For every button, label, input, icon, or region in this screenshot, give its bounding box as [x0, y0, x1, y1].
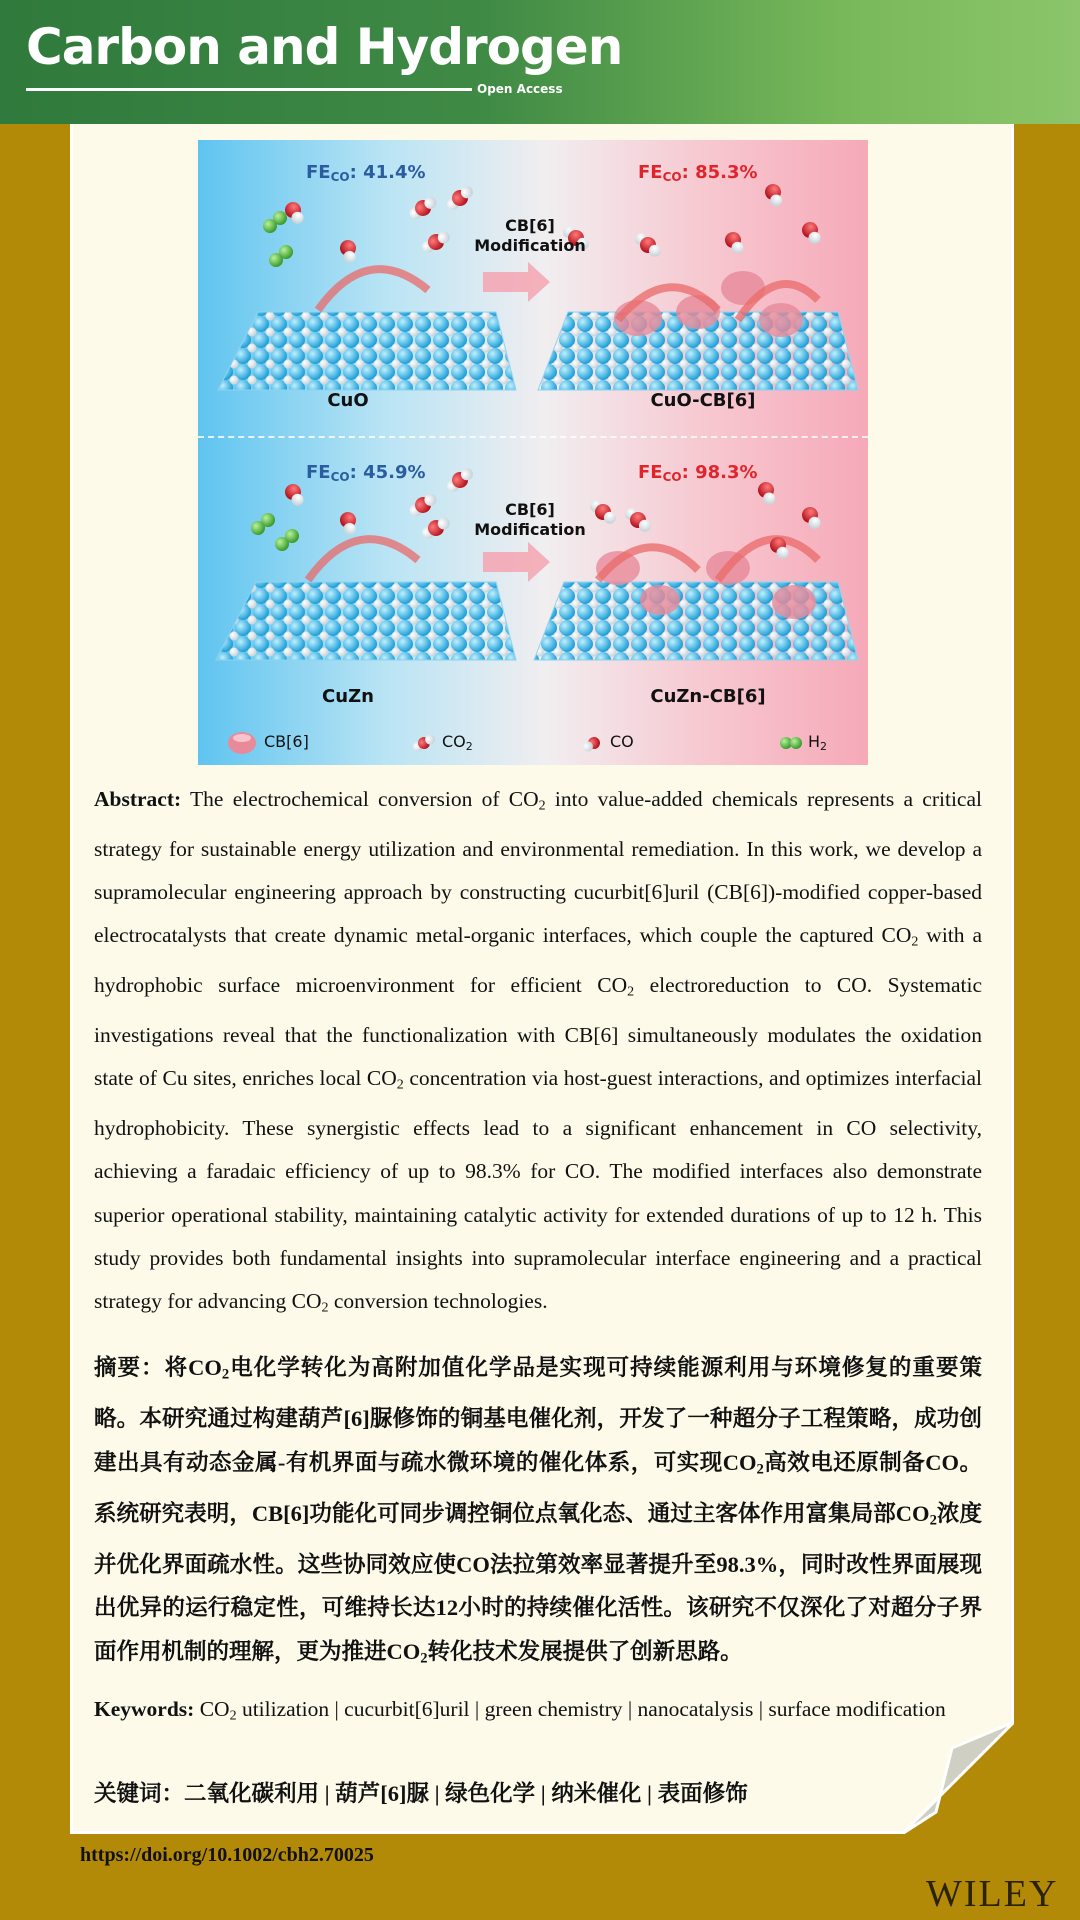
label-cuzn-cb6: CuZn-CB[6] [650, 686, 766, 707]
legend-cb6: CB[6] [264, 732, 309, 751]
fe-cuo-label: $FE_{CO}$: 41.4% [306, 162, 426, 184]
publisher-logo: WILEY [926, 1873, 1059, 1915]
label-cuo: CuO [327, 390, 369, 411]
doi-link[interactable]: https://doi.org/10.1002/cbh2.70025 [80, 1844, 374, 1866]
journal-header [0, 0, 1080, 124]
fe-cuo-cb6-label: $FE_{CO}$: 85.3% [638, 162, 758, 184]
abstract-english: Abstract: The electrochemical conversion of $CO_2$ into value-added chemicals represents a critical strategy for sustainable energy utilization and environmental remediation. In this work, we develop a supramolecular engineering approach by constructing cucurbit[6]uril (CB[6])-modified copper-based electrocatalysts that create dynamic metal-organic interfaces, which couple the captured $CO_2$ with a hydrophobic surface microenvironment for efficient $CO_2$ electroreduction to CO. Systematic investigations reveal that the functionalization with CB[6] simultaneously modulates the oxidation state of Cu sites, enriches local $CO_2$ concentration via host-guest interactions, and optimizes interfacial hydrophobicity. These synergistic effects lead to a significant enhancement in CO selectivity, achieving a faradaic efficiency of up to 98.3% for CO. The modified interfaces also demonstrate superior operational stability, maintaining catalytic activity for extended durations of up to 12 h. This study provides both fundamental insights into supramolecular interface engineering and a practical strategy for advancing $CO_2$ conversion technologies. [94, 787, 982, 1316]
legend-co2: $CO_2$ [442, 732, 473, 753]
journal-title: Carbon and Hydrogen [26, 18, 623, 76]
keywords-chinese: 关键词：二氧化碳利用 | 葫芦[6]脲 | 绿色化学 | 纳米催化 | 表面修饰 [94, 1781, 748, 1806]
keywords-cn-label: 关键词： [94, 1781, 185, 1806]
modification-label-bottom: CB[6] Modification [474, 500, 586, 539]
fe-cuzn-label: $FE_{CO}$: 45.9% [306, 462, 426, 484]
modification-label-top: CB[6] Modification [474, 216, 586, 255]
title-underline [26, 88, 472, 91]
open-access-label: Open Access [477, 82, 563, 96]
label-cuzn: CuZn [322, 686, 374, 707]
abstract-label: Abstract: [94, 787, 182, 811]
abstract-cn-label: 摘要： [94, 1355, 165, 1380]
keywords-label: Keywords: [94, 1697, 195, 1721]
legend-h2: $H_2$ [808, 732, 828, 753]
legend-co: CO [610, 732, 634, 751]
fe-cuzn-cb6-label: $FE_{CO}$: 98.3% [638, 462, 758, 484]
abstract-chinese: 摘要：将$CO_2$电化学转化为高附加值化学品是实现可持续能源利用与环境修复的重要策略。本研究通过构建葫芦[6]脲修饰的铜基电催化剂，开发了一种超分子工程策略，成功创建出具有动态金属-有机界面与疏水微环境的催化体系，可实现$CO_2$高效电还原制备CO。系统研究表明，CB[6]功能化可同步调控铜位点氧化态、通过主客体作用富集局部$CO_2$浓度并优化界面疏水性。这些协同效应使CO法拉第效率显著提升至98.3%，同时改性界面展现出优异的运行稳定性，可维持长达12小时的持续催化活性。该研究不仅深化了对超分子界面作用机制的理解，更为推进$CO_2$转化技术发展提供了创新思路。 [94, 1355, 982, 1667]
graphical-abstract-figure [198, 140, 868, 765]
keywords-english: Keywords: $CO_2$ utilization | cucurbit[6]uril | green chemistry | nanocatalysis | surface modification [94, 1697, 946, 1724]
panel-divider [198, 436, 868, 438]
label-cuo-cb6: CuO-CB[6] [650, 390, 756, 411]
